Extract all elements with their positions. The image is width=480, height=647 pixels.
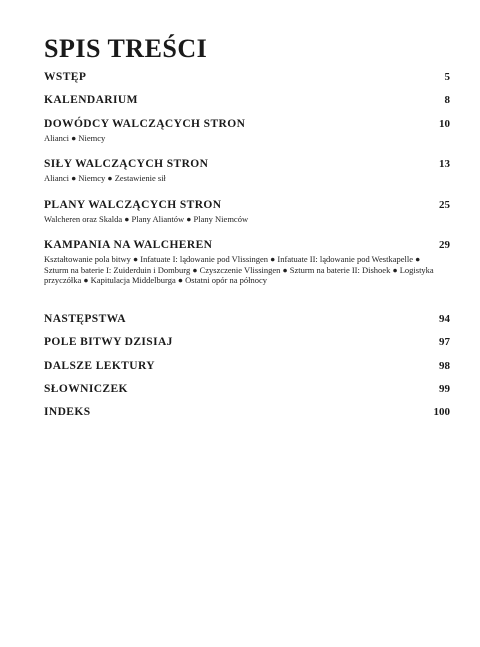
entry-subtitle: Alianci ● Niemcy ● Zestawienie sił bbox=[44, 173, 166, 183]
entry-title: SŁOWNICZEK bbox=[44, 383, 128, 395]
entry-title: KALENDARIUM bbox=[44, 94, 138, 106]
entry-subtitle: Walcheren oraz Skalda ● Plany Aliantów ● Plany Niemców bbox=[44, 214, 249, 224]
entry-page-number: 29 bbox=[439, 239, 450, 251]
entry-page-number: 97 bbox=[439, 336, 450, 348]
toc-entry-pole-bitwy bbox=[44, 335, 450, 349]
entry-title: INDEKS bbox=[44, 406, 91, 418]
toc-entry-indeks bbox=[44, 405, 450, 419]
entry-title: SIŁY WALCZĄCYCH STRON bbox=[44, 158, 209, 170]
entry-title: DALSZE LEKTURY bbox=[44, 360, 155, 372]
toc-entry-dowodcy bbox=[44, 117, 450, 144]
entry-title: PLANY WALCZĄCYCH STRON bbox=[44, 199, 222, 211]
entry-page-number: 99 bbox=[439, 383, 450, 395]
toc-entry-kampania bbox=[44, 238, 450, 286]
entry-title: KAMPANIA NA WALCHEREN bbox=[44, 239, 213, 251]
entry-page-number: 100 bbox=[433, 406, 450, 418]
entry-subtitle: Alianci ● Niemcy bbox=[44, 133, 106, 143]
entry-subtitle: Kształtowanie pola bitwy ● Infatuate I: lądowanie pod Vlissingen ● Infatuate II: lądowanie pod Westkapelle ● Szturm na baterie I: Zuiderduin i Domburg ● Czyszczenie Vlissingen ● Szturm na baterie II: Dishoek ● Logistyka przyczółka ● Kapitulacja Middelburga ● Ostatni opór na północy bbox=[44, 254, 434, 285]
toc-entry-sily bbox=[44, 157, 450, 184]
toc-entry-nastepstwa bbox=[44, 312, 450, 326]
entry-title: POLE BITWY DZISIAJ bbox=[44, 336, 173, 348]
toc-entry-dalsze-lektury bbox=[44, 359, 450, 373]
entry-page-number: 94 bbox=[439, 313, 450, 325]
entry-title: WSTĘP bbox=[44, 71, 87, 83]
entry-page-number: 10 bbox=[439, 118, 450, 130]
toc-entry-plany bbox=[44, 198, 450, 225]
entry-title: NASTĘPSTWA bbox=[44, 313, 126, 325]
entry-page-number: 8 bbox=[444, 94, 450, 106]
entry-page-number: 13 bbox=[439, 158, 450, 170]
toc-entry-wstep bbox=[44, 70, 450, 84]
toc-entry-kalendarium bbox=[44, 93, 450, 107]
toc-entry-slowniczek bbox=[44, 382, 450, 396]
page-title: SPIS TREŚCI bbox=[44, 34, 208, 63]
entry-page-number: 25 bbox=[439, 199, 450, 211]
entry-page-number: 98 bbox=[439, 360, 450, 372]
entry-title: DOWÓDCY WALCZĄCYCH STRON bbox=[44, 118, 246, 130]
entry-page-number: 5 bbox=[444, 71, 450, 83]
